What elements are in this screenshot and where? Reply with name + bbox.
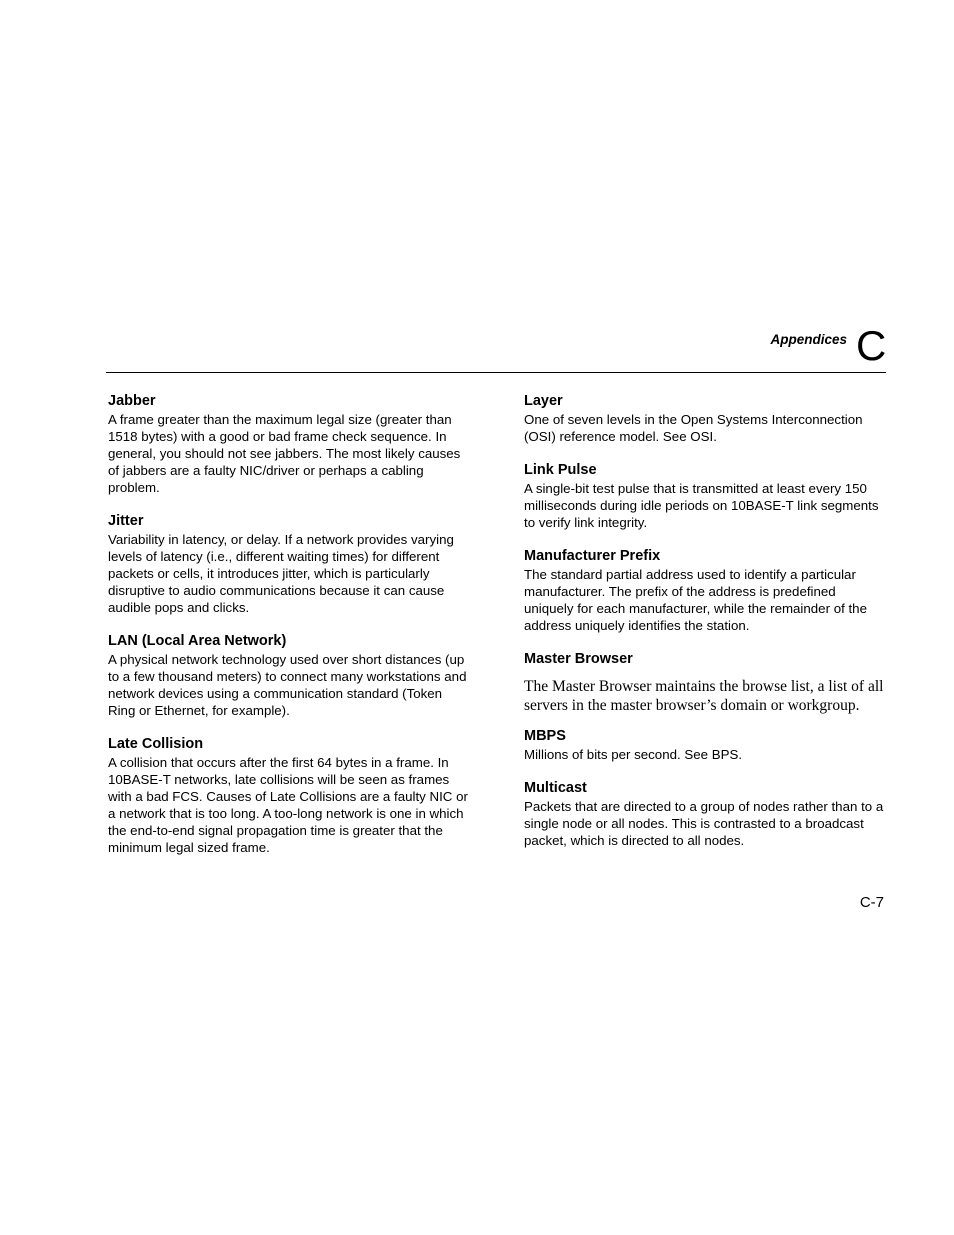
glossary-term: Multicast [524,780,587,796]
glossary-term: Master Browser [524,651,633,667]
glossary-entry-layer [524,393,886,445]
glossary-entry-manufacturer-prefix [524,548,886,634]
glossary-right-column [524,393,886,866]
section-letter: C [856,322,887,369]
glossary-entry-late-collision [108,736,470,856]
glossary-entry-jitter [108,513,470,616]
glossary-definition: A single-bit test pulse that is transmitted at least every 150 milliseconds during idle periods on 10BASE-T link segments to verify link integrity. [524,481,879,530]
glossary-term: MBPS [524,728,566,744]
glossary-entry-jabber [108,393,470,496]
glossary-definition: A collision that occurs after the first 64 bytes in a frame. In 10BASE-T networks, late collisions will be seen as frames with a bad FCS. Causes of Late Collisions are a faulty NIC or a network that is too long. A too-long network is one in which the end-to-end signal propagation time is greater that the minimum legal sized frame. [108,755,468,855]
glossary-entry-lan [108,633,470,719]
glossary-term: Link Pulse [524,462,597,478]
glossary-left-column [108,393,470,873]
glossary-term: Jitter [108,513,144,529]
running-header-label: Appendices [770,332,847,347]
glossary-term: Late Collision [108,736,204,752]
header-rule [106,372,886,373]
glossary-entry-multicast [524,780,886,849]
glossary-term: Manufacturer Prefix [524,548,661,564]
glossary-definition: Millions of bits per second. See BPS. [524,747,743,762]
page-number: C-7 [859,894,884,911]
glossary-definition: A physical network technology used over short distances (up to a few thousand meters) to connect many workstations and network devices using a communication standard (Token Ring or Ethernet, for example). [108,652,467,718]
glossary-term: LAN (Local Area Network) [108,633,287,649]
glossary-definition: The standard partial address used to identify a particular manufacturer. The prefix of the address is predefined uniquely for each manufacturer, while the remainder of the address uniquely identifies the station. [524,567,867,633]
glossary-definition: Packets that are directed to a group of nodes rather than to a single node or all nodes. This is contrasted to a broadcast packet, which is directed to all nodes. [524,799,884,848]
glossary-definition: One of seven levels in the Open Systems Interconnection (OSI) reference model. See OSI. [524,412,863,444]
glossary-term: Layer [524,393,563,409]
glossary-term: Jabber [108,393,156,409]
glossary-entry-link-pulse [524,462,886,531]
glossary-definition: A frame greater than the maximum legal size (greater than 1518 bytes) with a good or bad frame check sequence. In general, you should not see jabbers. The most likely causes of jabbers are a faulty NIC/driver or perhaps a cabling problem. [108,412,461,495]
glossary-entry-master-browser [524,651,886,715]
glossary-definition: Variability in latency, or delay. If a network provides varying levels of latency (i.e., different waiting times) for different packets or cells, it introduces jitter, which is particularly disruptive to audio communications because it can cause audible pops and clicks. [108,532,454,615]
glossary-definition: The Master Browser maintains the browse list, a list of all servers in the master browser’s domain or workgroup. [524,678,884,714]
glossary-entry-mbps [524,728,886,763]
